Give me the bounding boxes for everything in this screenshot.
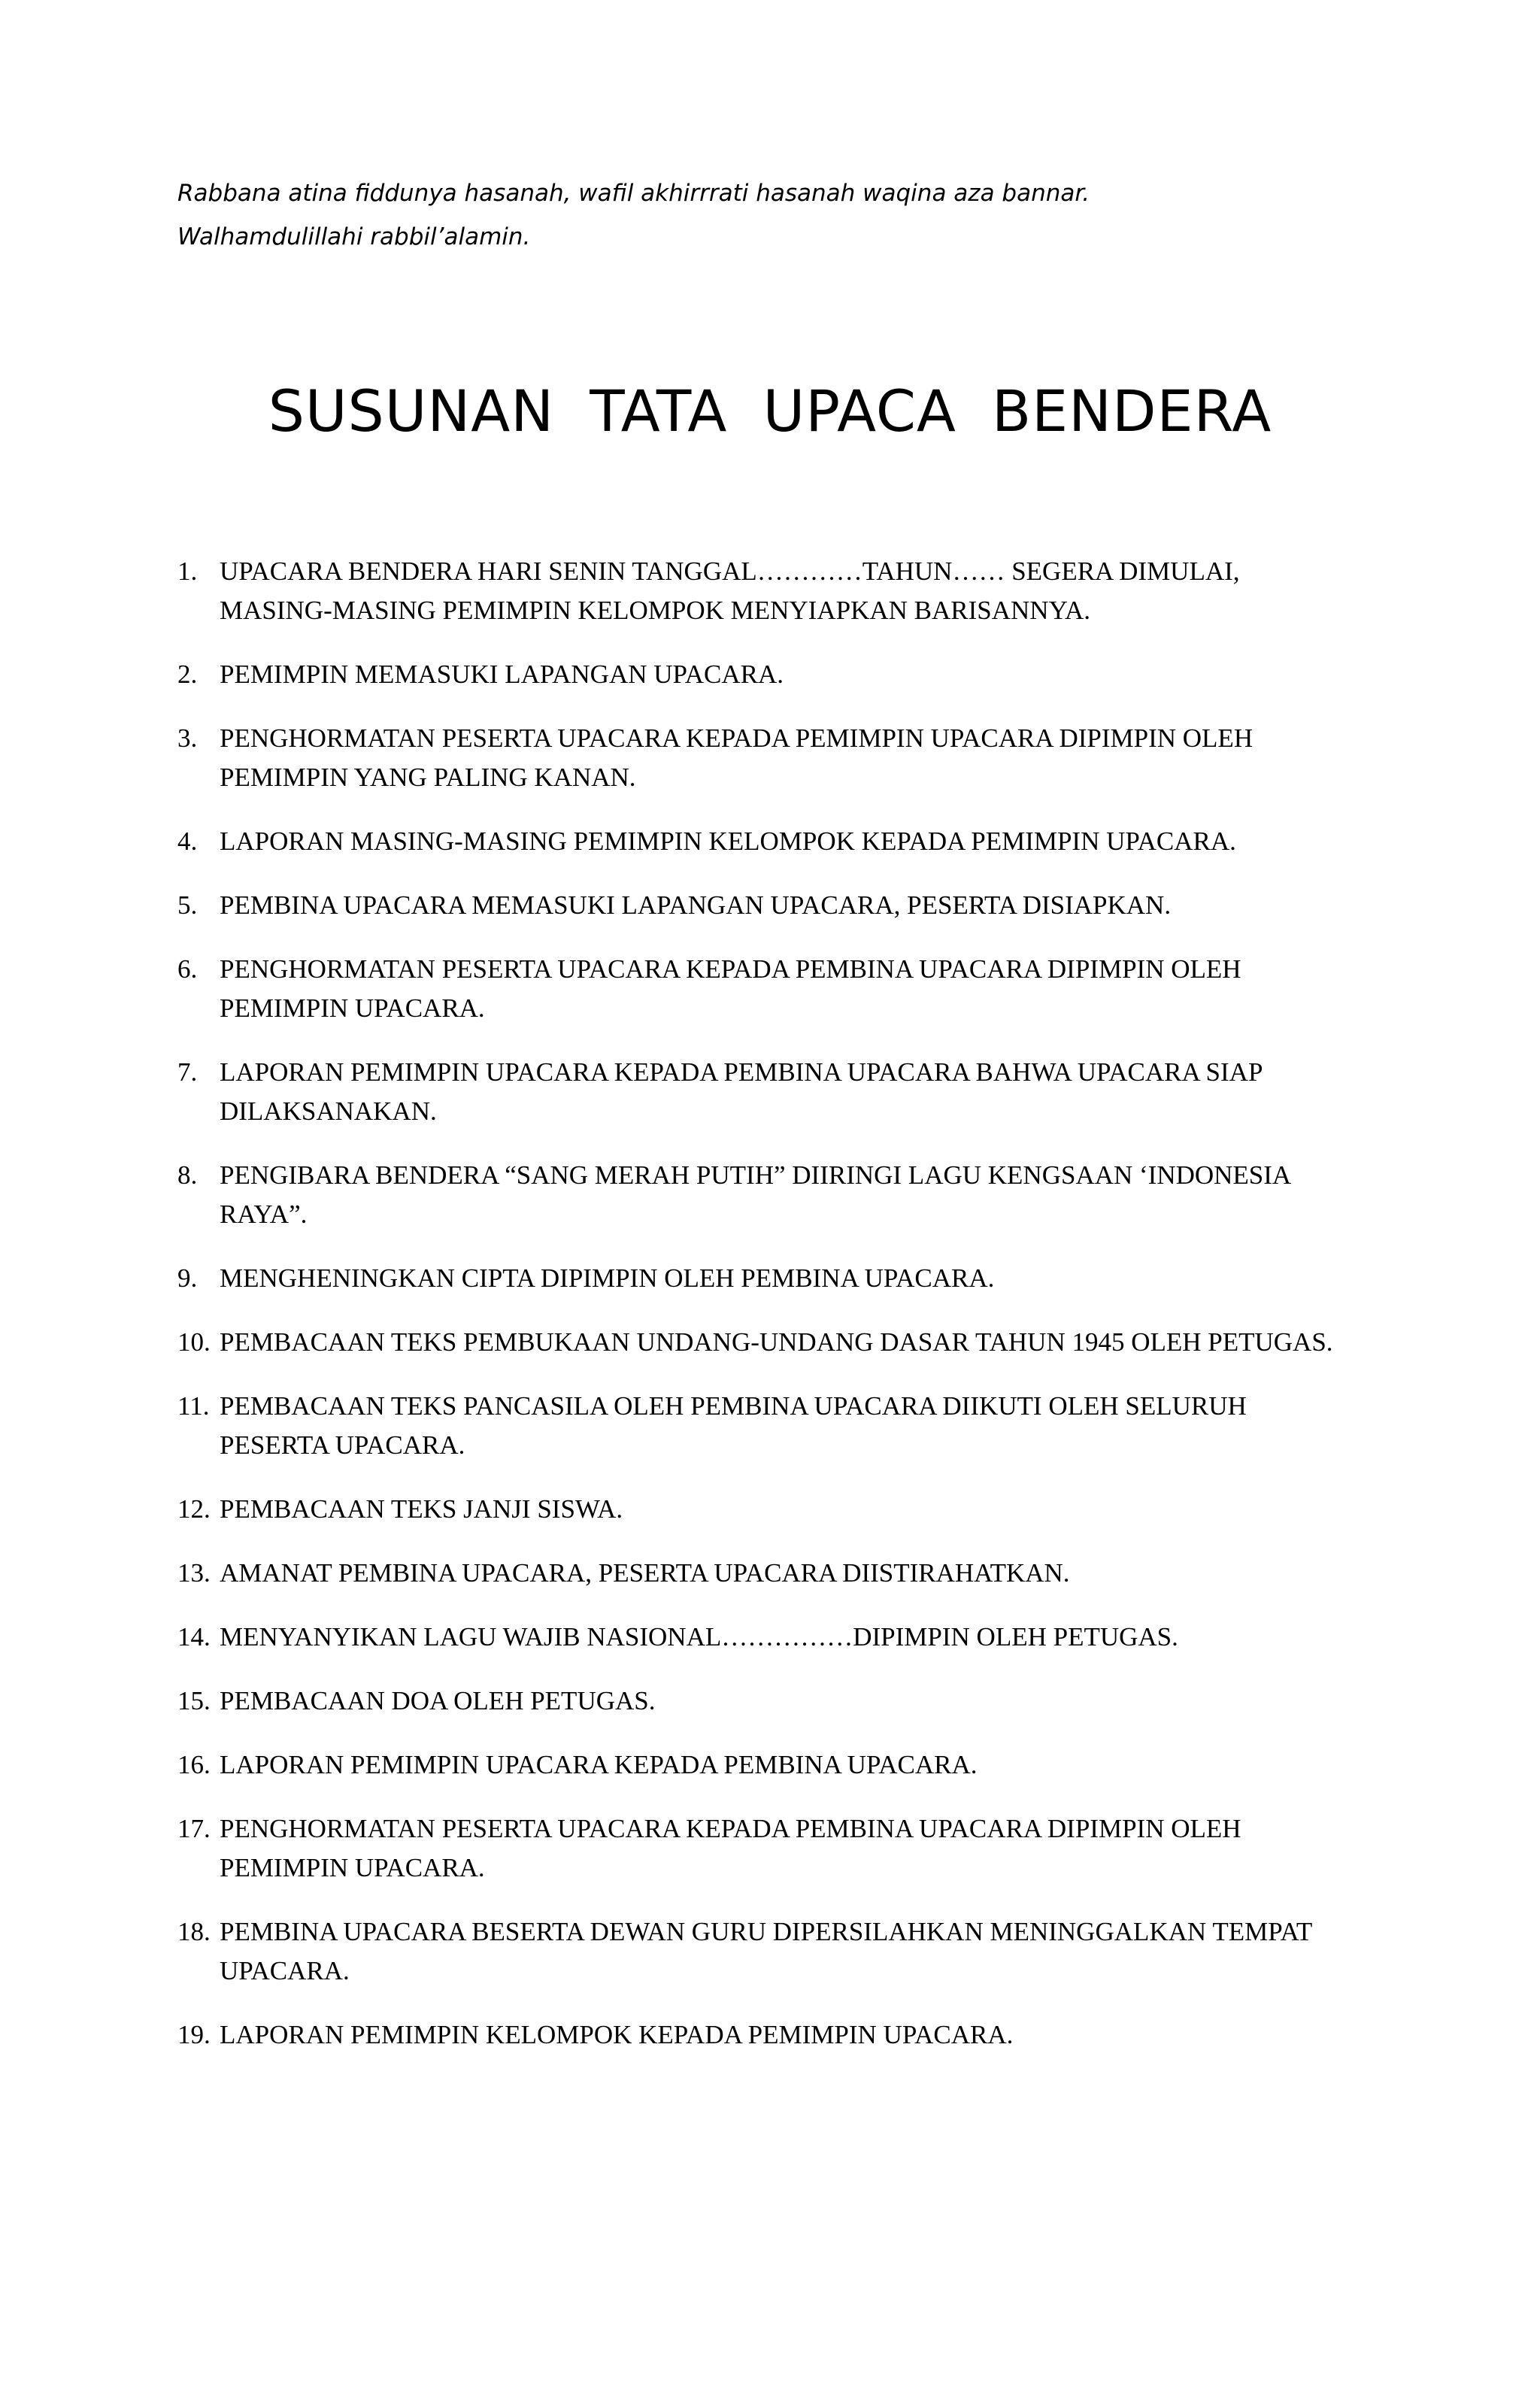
prayer-line-1: Rabbana atina fiddunya hasanah, wafil akhirrrati hasanah waqina aza bannar. <box>177 180 1090 207</box>
step-number: 1. <box>177 557 198 586</box>
list-item <box>177 1323 1351 1362</box>
list-item <box>177 1387 1351 1465</box>
step-text: PENGHORMATAN PESERTA UPACARA KEPADA PEMBINA UPACARA DIPIMPIN OLEH PEMIMPIN UPACARA. <box>220 954 1241 1023</box>
step-text: PEMIMPIN MEMASUKI LAPANGAN UPACARA. <box>220 660 784 689</box>
step-text: PEMBACAAN TEKS PANCASILA OLEH PEMBINA UPACARA DIIKUTI OLEH SELURUH PESERTA UPACARA. <box>220 1391 1247 1460</box>
step-text: MENGHENINGKAN CIPTA DIPIMPIN OLEH PEMBINA UPACARA. <box>220 1263 995 1293</box>
step-number: 14. <box>177 1622 211 1651</box>
step-text: LAPORAN PEMIMPIN UPACARA KEPADA PEMBINA UPACARA. <box>220 1750 978 1779</box>
step-text: MENYANYIKAN LAGU WAJIB NASIONAL……………DIPIMPIN OLEH PETUGAS. <box>220 1622 1178 1651</box>
page-title: SUSUNAN TATA UPACA BENDERA <box>268 378 1272 444</box>
step-text: AMANAT PEMBINA UPACARA, PESERTA UPACARA DIISTIRAHATKAN. <box>220 1558 1070 1588</box>
step-number: 10. <box>177 1327 211 1357</box>
step-text: LAPORAN PEMIMPIN UPACARA KEPADA PEMBINA UPACARA BAHWA UPACARA SIAP DILAKSANAKAN. <box>220 1057 1263 1126</box>
step-number: 6. <box>177 954 198 984</box>
step-text: PEMBACAAN DOA OLEH PETUGAS. <box>220 1686 656 1715</box>
step-text: PENGHORMATAN PESERTA UPACARA KEPADA PEMIMPIN UPACARA DIPIMPIN OLEH PEMIMPIN YANG PALING KANAN. <box>220 723 1254 792</box>
list-item <box>177 1682 1351 1721</box>
list-item <box>177 719 1351 797</box>
list-item <box>177 1912 1351 1991</box>
list-item <box>177 1554 1351 1593</box>
ceremony-steps-list <box>177 552 1351 2079</box>
closing-prayer <box>177 171 1351 259</box>
step-text: PENGHORMATAN PESERTA UPACARA KEPADA PEMBINA UPACARA DIPIMPIN OLEH PEMIMPIN UPACARA. <box>220 1814 1241 1882</box>
prayer-line-2: Walhamdulillahi rabbil’alamin. <box>177 223 531 250</box>
step-number: 3. <box>177 723 198 753</box>
step-text: LAPORAN PEMIMPIN KELOMPOK KEPADA PEMIMPIN UPACARA. <box>220 2020 1014 2049</box>
list-item <box>177 950 1351 1028</box>
step-text: PEMBACAAN TEKS JANJI SISWA. <box>220 1494 623 1524</box>
list-item <box>177 1053 1351 1131</box>
step-number: 15. <box>177 1686 211 1715</box>
step-number: 11. <box>177 1391 210 1421</box>
step-text: PENGIBARA BENDERA “SANG MERAH PUTIH” DIIRINGI LAGU KENGSAAN ‘INDONESIA RAYA”. <box>220 1160 1290 1229</box>
step-number: 18. <box>177 1917 211 1946</box>
step-number: 7. <box>177 1057 198 1087</box>
step-number: 13. <box>177 1558 211 1588</box>
step-number: 12. <box>177 1494 211 1524</box>
step-number: 9. <box>177 1263 198 1293</box>
step-number: 5. <box>177 890 198 920</box>
step-text: PEMBINA UPACARA BESERTA DEWAN GURU DIPERSILAHKAN MENINGGALKAN TEMPAT UPACARA. <box>220 1917 1312 1985</box>
list-item <box>177 1259 1351 1298</box>
list-item <box>177 1618 1351 1657</box>
step-text: PEMBACAAN TEKS PEMBUKAAN UNDANG-UNDANG DASAR TAHUN 1945 OLEH PETUGAS. <box>220 1327 1333 1357</box>
list-item <box>177 655 1351 694</box>
step-text: LAPORAN MASING-MASING PEMIMPIN KELOMPOK KEPADA PEMIMPIN UPACARA. <box>220 826 1236 856</box>
list-item <box>177 1490 1351 1529</box>
list-item <box>177 1745 1351 1785</box>
step-number: 4. <box>177 826 198 856</box>
list-item <box>177 886 1351 925</box>
step-number: 19. <box>177 2020 211 2049</box>
step-number: 16. <box>177 1750 211 1779</box>
list-item <box>177 1156 1351 1234</box>
list-item <box>177 1809 1351 1888</box>
step-number: 8. <box>177 1160 198 1190</box>
list-item <box>177 822 1351 861</box>
step-number: 2. <box>177 660 198 689</box>
step-number: 17. <box>177 1814 211 1843</box>
step-text: UPACARA BENDERA HARI SENIN TANGGAL…………TAHUN…… SEGERA DIMULAI, MASING-MASING PEMIMPIN KELOMPOK MENYIAPKAN BARISANNYA. <box>220 557 1240 625</box>
step-text: PEMBINA UPACARA MEMASUKI LAPANGAN UPACARA, PESERTA DISIAPKAN. <box>220 890 1172 920</box>
list-item <box>177 552 1351 630</box>
list-item <box>177 2015 1351 2055</box>
